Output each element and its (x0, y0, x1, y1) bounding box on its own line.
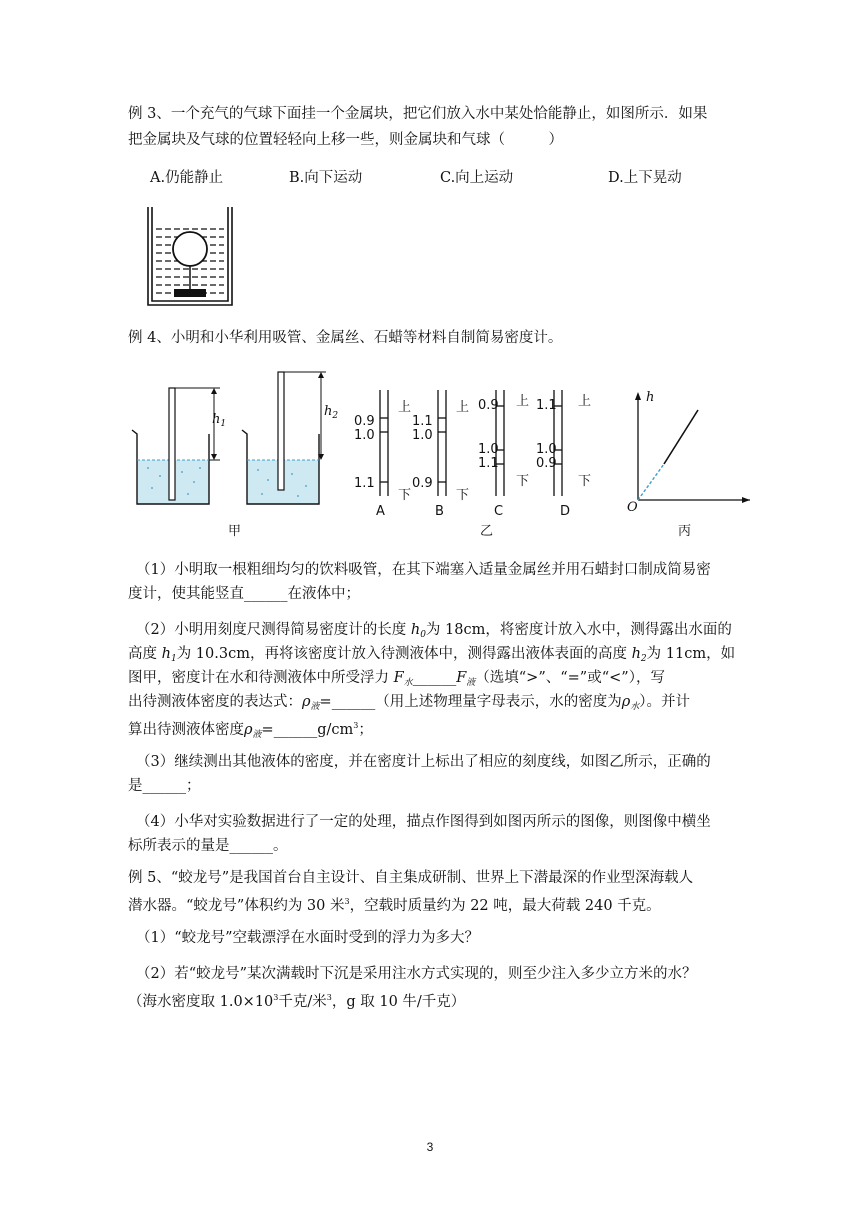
scale-b-tick-1: 1.1 (412, 414, 433, 429)
scale-c-top: 上 (516, 394, 530, 409)
ex5-q1: （1）“蛟龙号”空载漂浮在水面时受到的浮力为多大？ (136, 930, 480, 946)
ex4-q4-line-2: 标所表示的量是______。 (128, 838, 288, 854)
graph-axis-h: h (646, 390, 655, 405)
ex4-q1-line-1: （1）小明取一根粗细均匀的饮料吸管，在其下端塞入适量金属丝并用石蜡封口制成简易密 (136, 562, 711, 578)
scale-d-bottom: 下 (578, 474, 592, 489)
ex4-q3-line-2: 是______； (128, 778, 201, 794)
scale-d-tick-2: 1.0 (536, 442, 557, 457)
scale-d-label: D (560, 504, 571, 519)
ex4-q3-line-1: （3）继续测出其他液体的密度，并在密度计上标出了相应的刻度线，如图乙所示，正确的 (136, 754, 711, 770)
scale-a-tick-1: 0.9 (354, 414, 375, 429)
scale-c-label: C (494, 504, 504, 519)
scale-a-top: 上 (398, 400, 412, 415)
ex3-option-c: C.向上运动 (440, 170, 514, 186)
ex3-question-line-2: 把金属块及气球的位置轻轻向上移一些，则金属块和气球（ ） (128, 132, 563, 148)
scale-d-tick-1: 1.1 (536, 398, 557, 413)
ex4-q2-line-5: 算出待测液体密度$\rho_液=\_\_\_\_\_\_g/cm^3$； (128, 721, 373, 740)
label-h1: $h_1$ (212, 412, 227, 429)
ex3-option-a: A.仍能静止 (150, 170, 224, 186)
scale-b-top: 上 (456, 400, 470, 415)
caption-jia: 甲 (228, 524, 242, 539)
ex4-q4-line-1: （4）小华对实验数据进行了一定的处理，描点作图得到如图丙所示的图像，则图像中横坐 (136, 814, 711, 830)
scale-c-tick-2: 1.0 (478, 442, 499, 457)
scale-c-tick-1: 0.9 (478, 398, 499, 413)
ex4-figure-bing-graph (626, 388, 756, 508)
scale-b-bottom: 下 (456, 488, 470, 503)
ex3-option-b: B.向下运动 (289, 170, 363, 186)
ex3-beaker-figure (144, 205, 236, 311)
ex3-option-d: D.上下晃动 (608, 170, 682, 186)
scale-c-tick-3: 1.1 (478, 456, 499, 471)
ex4-figure-jia (128, 368, 338, 514)
ex3-question-line-1: 例 3、一个充气的气球下面挂一个金属块，把它们放入水中某处恰能静止，如图所示．如果 (128, 106, 708, 122)
ex5-q2-line-2: （海水密度取 $1.0\times 10^3$千克/米$^3$，g 取 10 牛/千克） (128, 993, 466, 1010)
page-number: 3 (426, 1140, 434, 1154)
scale-b-label: B (435, 504, 444, 519)
scale-d-tick-3: 0.9 (536, 456, 557, 471)
label-h2: $h_2$ (324, 404, 339, 421)
graph-origin: O (627, 500, 638, 515)
ex5-line-1: 例 5、“蛟龙号”是我国首台自主设计、自主集成研制、世界上下潜最深的作业型深海载人 (128, 870, 694, 886)
ex4-q2-line-4: 出待测液体密度的表达式：$\rho_液=\_\_\_\_\_\_$（用上述物理量字母表示，水的密度为$\rho_水$）。并计 (128, 694, 690, 712)
scale-b-tick-2: 1.0 (412, 428, 433, 443)
scale-a-tick-2: 1.0 (354, 428, 375, 443)
scale-d-top: 上 (578, 394, 592, 409)
scale-c-bottom: 下 (516, 474, 530, 489)
ex4-q1-line-2: 度计，使其能竖直______在液体中； (128, 586, 360, 602)
ex4-q2-line-2: 高度 $h_1$为 10.3cm，再将该密度计放入待测液体中，测得露出液体表面的高度 $h_2$为 11cm，如 (128, 646, 736, 664)
caption-yi: 乙 (480, 524, 494, 539)
ex5-line-2: 潜水器。“蛟龙号”体积约为 30 米$^3$，空载时质量约为 22 吨，最大荷载 240 千克。 (128, 897, 661, 914)
ex5-q2-line-1: （2）若“蛟龙号”某次满载时下沉是采用注水方式实现的，则至少注入多少立方米的水？ (136, 966, 697, 982)
ex4-q2-line-1: （2）小明用刻度尺测得简易密度计的长度 $h_0$为 18cm，将密度计放入水中，测得露出水面的 (136, 622, 732, 640)
caption-bing: 丙 (678, 524, 692, 539)
ex4-title: 例 4、小明和小华利用吸管、金属丝、石蜡等材料自制简易密度计。 (128, 330, 563, 346)
scale-a-label: A (376, 504, 385, 519)
scale-a-tick-3: 1.1 (354, 476, 375, 491)
scale-b-tick-3: 0.9 (412, 476, 433, 491)
scale-a-bottom: 下 (398, 488, 412, 503)
ex4-q2-line-3: 图甲，密度计在水和待测液体中所受浮力 $F_水\_\_\_\_\_\_F_液$（选填“>”、“=”或“<”），写 (128, 670, 665, 688)
